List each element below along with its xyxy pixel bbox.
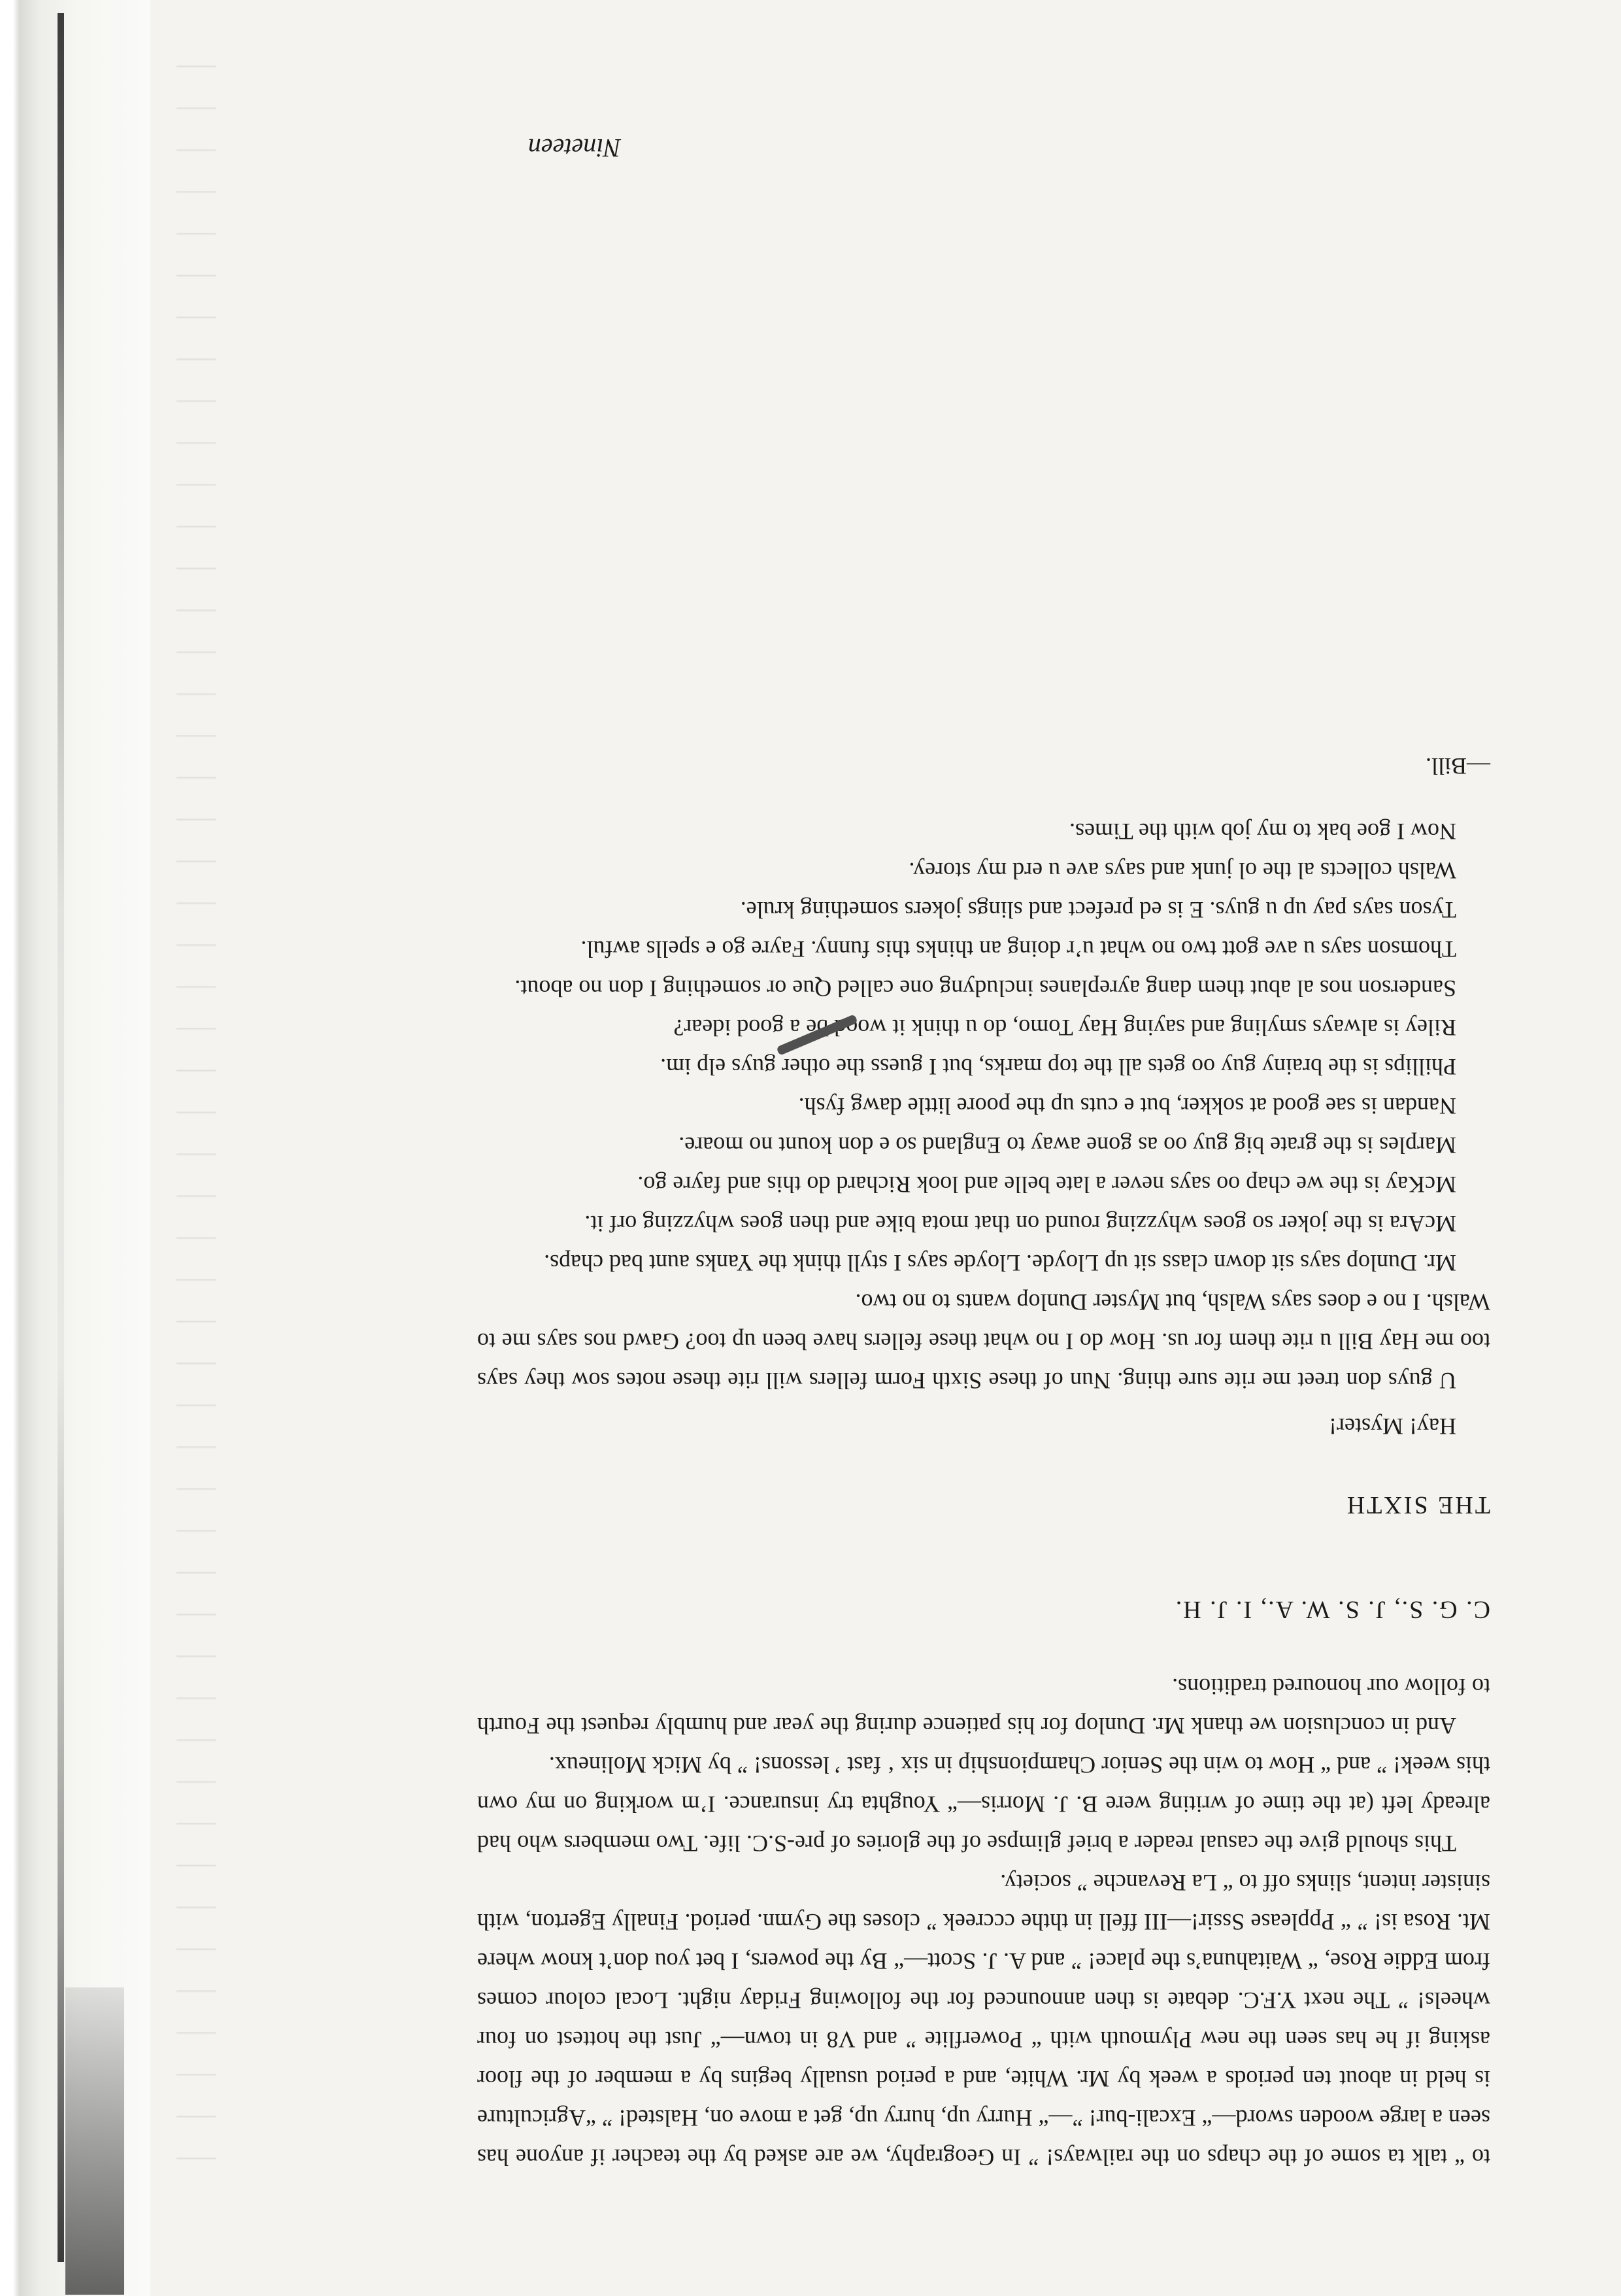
signature: —Bill. [1425,753,1490,779]
sixth-paragraph: McKay is the we chap oo says never a late belle and look Richard do this and fayre go. [637,1172,1456,1198]
sixth-paragraph: Phillips is the brainy guy oo gets all the top marks, but I guess the other guys elp im. [660,1054,1456,1080]
conclusion-paragraph: And in conclusion we thank Mr. Dunlop for his patience during the year and humbly request the Fourth to follow our honoured traditions. [477,1674,1490,1739]
sixth-paragraph: Marples is the grate big guy oo as gone away to England so e don kount no moare. [678,1132,1456,1158]
binding-shadow [58,13,64,2262]
sixth-paragraph: Thomson says u ave gott two no what u’r doing an thinks this funny. Fayre go e spells awful. [580,936,1456,962]
scan-speckles [176,26,216,2184]
author-initials: C. G. S., J. S. W. A., I. J. H. [1174,1596,1490,1623]
continued-paragraph: to “ talk ta some of the chaps on the railways! ” In Geography, we are asked by the teacher if anyone has seen a large wooden sword—“ Excali-bur! ”—“ Hurry up, hurry up, get a move on, Halsted! ” “Agriculture is held in about ten periods a week by Mr. White, and a period usually begins by a member of the floor asking if he has seen the new Plymouth with “ Powerflite ” and V8 in town—“ Just the hottest on four wheels! ” The next Y.F.C. debate is then announced for the following Friday night. Local colour comes from Eddie Rose, “ Waitahuna’s the place! ” and A. J. Scott—“ By the powers, I bet you don’t know where Mt. Rosa is! ” “ Ppplease Sssir!—III ffell in ththe cccreek ” closes the Gymn. period. Finally Egerton, with sinister intent, slinks off to “ La Revanche ” society. [477,1870,1490,2170]
sixth-paragraph: Walsh collects al the ol junk and says ave u erd my storey. [909,858,1456,884]
scanner-edge [0,0,150,2296]
section-title: THE SIXTH [1345,1491,1490,1519]
rotated-page [327,39,1569,2262]
sixth-paragraph: Riley is always smyling and saying Hay Tomo, do u think it wood be a good idear? [673,1015,1456,1041]
sixth-paragraph: U guys don treet me rite sure thing. Nun of these Sixth Form fellers will rite these notes sow they says too me Hay Bill u rite them for us. How do I no what these fellers have been up too? Gawd nos says me to Walsh. I no e does says Walsh, but Myster Dunlop wants to no two. [477,1289,1490,1394]
sixth-paragraph: Sanderson nos al abut them dang ayreplanes includyng one called Que or something I don no about. [514,975,1456,1002]
page-number: Nineteen [527,133,621,163]
sixth-paragraph: Now I goe bak to my job with the Times. [1069,819,1456,845]
binding-dark-corner [65,1987,124,2295]
page-content [477,747,1490,2177]
sixth-paragraph: Tyson says pay up u guys. E is ed prefect and slings jokers something krule. [740,897,1456,923]
sixth-paragraph: McAra is the joker so goes whyzzing round on that mota bike and then goes whyzzing orf it. [584,1211,1456,1237]
glimpse-paragraph: This should give the casual reader a brief glimpse of the glories of pre-S.C. life. Two members who had already left (at the time of writing were B. J. Morris—“ Youghta try insurance. I’m working on my own this week! ” and “ How to win the Senior Championship in six ‘ fast ’ lessons! ” by Mick Molineux. [477,1752,1490,1857]
sixth-paragraph: Nandan is sae good at sokker, but e cuts up the poore little dawg fysh. [798,1093,1456,1119]
salutation: Hay! Myster! [1329,1413,1456,1440]
sixth-paragraph: Mr. Dunlop says sit down class sit up Lloyde. Lloyde says I styll think the Yanks aunt bad chaps. [544,1250,1456,1276]
